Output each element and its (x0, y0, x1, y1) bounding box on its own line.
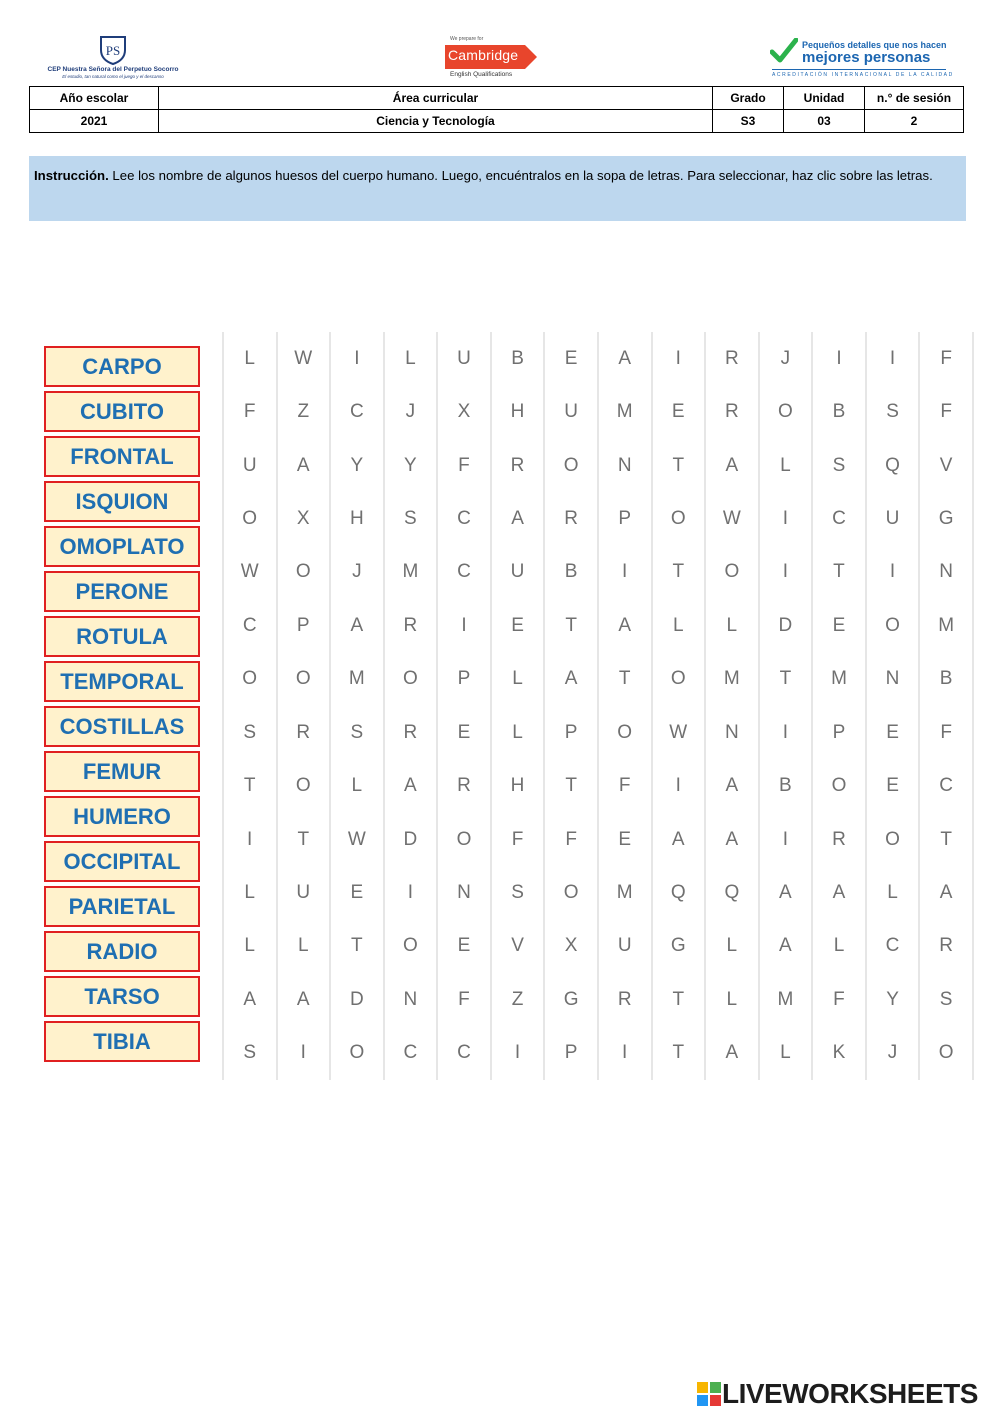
grid-cell[interactable]: G (670, 935, 686, 957)
value-area-curricular: Ciencia y Tecnología (159, 110, 713, 133)
grid-cell[interactable]: N (403, 988, 418, 1010)
grid-cell[interactable]: B (564, 561, 578, 583)
grid-cell[interactable]: F (940, 347, 952, 369)
grid-cell[interactable]: O (617, 721, 633, 743)
grid-cell[interactable]: I (782, 507, 789, 529)
grid-cell[interactable]: W (240, 561, 259, 583)
instruction-text: Lee los nombre de algunos huesos del cuerpo humano. Luego, encuéntralos en la sopa de letras. Para seleccionar, haz clic sobre las letras. (112, 168, 933, 183)
grid-cell[interactable]: I (889, 347, 896, 369)
school-name: CEP Nuestra Señora del Perpetuo Socorro (47, 66, 179, 73)
grid-cell[interactable]: A (832, 881, 846, 903)
grid-cell[interactable]: N (885, 668, 900, 690)
grid-cell[interactable]: O (295, 561, 311, 583)
grid-cell[interactable]: L (726, 614, 738, 636)
word-temporal: TEMPORAL (44, 661, 200, 702)
grid-cell[interactable]: D (778, 614, 793, 636)
grid-cell[interactable]: U (564, 401, 578, 423)
slogan-line1: Pequeños detalles que nos hacen (802, 40, 947, 50)
cambridge-small-text: We prepare for (450, 36, 484, 42)
liveworksheets-brand: LIVEWORKSHEETS (722, 1378, 978, 1409)
grid-cell[interactable]: S (243, 1042, 257, 1064)
info-table (29, 86, 964, 133)
grid-cell[interactable]: T (672, 454, 685, 476)
grid-cell[interactable]: S (939, 988, 953, 1010)
grid-cell[interactable]: L (244, 935, 255, 957)
grid-cell[interactable]: B (511, 347, 524, 369)
grid-cell[interactable]: O (403, 935, 418, 957)
word-tarso: TARSO (44, 976, 200, 1017)
grid-cell[interactable]: L (244, 347, 255, 369)
grid-cell[interactable]: N (457, 881, 471, 903)
grid-cell[interactable]: O (242, 668, 258, 690)
grid-cell[interactable]: R (403, 614, 418, 636)
grid-cell[interactable]: C (939, 775, 953, 797)
grid-cell[interactable]: C (403, 1042, 418, 1064)
grid-cell[interactable]: Q (724, 881, 740, 903)
grid-cell[interactable]: C (457, 1042, 471, 1064)
grid-cell[interactable]: O (670, 668, 686, 690)
grid-cell[interactable]: R (403, 721, 418, 743)
value-ano-escolar: 2021 (30, 110, 159, 133)
grid-cell[interactable]: O (242, 507, 258, 529)
grid-cell[interactable]: A (618, 347, 632, 369)
grid-cell[interactable]: F (833, 988, 845, 1010)
grid-cell[interactable]: H (510, 775, 525, 797)
grid-cell[interactable]: O (724, 561, 740, 583)
grid-cell[interactable]: W (669, 721, 688, 743)
grid-cell[interactable]: A (939, 881, 953, 903)
grid-cell[interactable]: I (247, 828, 253, 850)
word-humero: HUMERO (44, 796, 200, 837)
grid-cell[interactable]: W (347, 828, 366, 850)
grid-cell[interactable]: I (300, 1042, 306, 1064)
grid-cell[interactable]: R (296, 721, 311, 743)
grid-cell[interactable]: Z (511, 988, 524, 1010)
grid-cell[interactable]: Z (297, 401, 310, 423)
grid-cell[interactable]: A (725, 454, 739, 476)
grid-cell[interactable]: T (297, 828, 310, 850)
grid-cell[interactable]: C (457, 507, 471, 529)
word-femur: FEMUR (44, 751, 200, 792)
grid-cell[interactable]: F (565, 828, 577, 850)
grid-cell[interactable]: C (349, 401, 364, 423)
grid-cell[interactable]: R (457, 775, 471, 797)
grid-cell[interactable]: N (617, 454, 632, 476)
grid-cell[interactable]: O (885, 828, 900, 850)
grid-cell[interactable]: L (780, 454, 791, 476)
grid-cell[interactable]: P (564, 1042, 578, 1064)
grid-cell[interactable]: S (832, 454, 846, 476)
grid-cell[interactable]: I (407, 881, 414, 903)
grid-cell[interactable]: X (296, 507, 310, 529)
grid-cell[interactable]: L (672, 614, 684, 636)
grid-cell[interactable]: T (243, 775, 256, 797)
grid-cell[interactable]: O (563, 454, 579, 476)
grid-cell[interactable]: L (726, 935, 738, 957)
grid-cell[interactable]: I (461, 614, 467, 636)
grid-cell[interactable]: U (510, 561, 525, 583)
word-tibia: TIBIA (44, 1021, 200, 1062)
grid-cell[interactable]: A (296, 988, 310, 1010)
grid-cell[interactable]: R (939, 935, 953, 957)
grid-cell[interactable]: B (779, 775, 792, 797)
value-unidad: 03 (784, 110, 865, 133)
grid-cell[interactable]: O (831, 775, 847, 797)
grid-cell[interactable]: I (782, 721, 789, 743)
grid-cell[interactable]: E (886, 775, 899, 797)
value-grado: S3 (713, 110, 784, 133)
grid-cell[interactable]: A (618, 614, 632, 636)
word-search-grid (223, 332, 973, 1080)
liveworksheets-logo (697, 1380, 997, 1408)
grid-cell[interactable]: T (672, 561, 685, 583)
grid-cell[interactable]: U (296, 881, 311, 903)
school-motto: El estudio, tan natural como el juego y el descanso (62, 74, 164, 79)
checkmark-icon (770, 38, 798, 64)
grid-cell[interactable]: A (404, 775, 417, 797)
grid-cell[interactable]: D (403, 828, 418, 850)
grid-cell[interactable]: L (833, 935, 845, 957)
grid-cell[interactable]: L (780, 1042, 791, 1064)
grid-cell[interactable]: E (671, 401, 685, 423)
grid-cell[interactable]: F (458, 454, 470, 476)
grid-cell[interactable]: T (833, 561, 845, 583)
header-grado: Grado (713, 87, 784, 110)
grid-cell[interactable]: A (243, 988, 257, 1010)
grid-cell[interactable]: G (938, 507, 954, 529)
grid-cell[interactable]: Q (670, 881, 686, 903)
slogan-divider (772, 69, 946, 70)
grid-cell[interactable]: O (670, 507, 686, 529)
word-parietal: PARIETAL (44, 886, 200, 927)
grid-cell[interactable]: A (725, 1042, 739, 1064)
header-ano-escolar: Año escolar (30, 87, 159, 110)
word-list (44, 346, 200, 1066)
grid-cell[interactable]: F (940, 721, 952, 743)
grid-cell[interactable]: S (886, 401, 899, 423)
header-area-curricular: Área curricular (159, 87, 713, 110)
slogan-line3: ACREDITACIÓN INTERNACIONAL DE LA CALIDAD (772, 72, 954, 78)
grid-cell[interactable]: C (885, 935, 900, 957)
grid-cell[interactable]: O (295, 668, 311, 690)
grid-cell[interactable]: P (564, 721, 578, 743)
cambridge-name: Cambridge (448, 47, 519, 63)
grid-cell[interactable]: O (349, 1042, 365, 1064)
shield-icon (97, 34, 129, 66)
grid-cell[interactable]: X (564, 935, 578, 957)
value-sesion: 2 (865, 110, 964, 133)
grid-cell[interactable]: O (403, 668, 418, 690)
grid-cell[interactable]: C (832, 507, 846, 529)
grid-cell[interactable]: I (889, 561, 896, 583)
word-radio: RADIO (44, 931, 200, 972)
grid-cell[interactable]: F (511, 828, 524, 850)
grid-cell[interactable]: U (242, 454, 257, 476)
grid-cell[interactable]: F (243, 401, 256, 423)
grid-cell[interactable]: A (296, 454, 310, 476)
grid-cell[interactable]: T (940, 828, 952, 850)
grid-cell[interactable]: N (939, 561, 953, 583)
grid-cell[interactable]: O (938, 1042, 954, 1064)
grid-cell[interactable]: E (457, 721, 471, 743)
cambridge-logo (440, 36, 540, 84)
instruction-label: Instrucción. (34, 168, 109, 183)
grid-cell[interactable]: K (832, 1042, 846, 1064)
grid-cell[interactable]: Q (885, 454, 900, 476)
grid-cell[interactable]: S (511, 881, 524, 903)
header-sesion: n.° de sesión (865, 87, 964, 110)
grid-cell[interactable]: L (726, 988, 738, 1010)
grid-cell[interactable]: T (565, 614, 577, 636)
grid-cell[interactable]: V (511, 935, 524, 957)
grid-cell[interactable]: T (779, 668, 792, 690)
word-omoplato: OMOPLATO (44, 526, 200, 567)
grid-cell[interactable]: F (618, 775, 631, 797)
grid-cell[interactable]: A (350, 614, 364, 636)
grid-cell[interactable]: T (351, 935, 363, 957)
grid-cell[interactable]: B (832, 401, 846, 423)
grid-cell[interactable]: P (832, 721, 846, 743)
slogan-logo (770, 36, 954, 80)
grid-cell[interactable]: I (782, 828, 789, 850)
grid-cell[interactable]: O (295, 775, 311, 797)
word-frontal: FRONTAL (44, 436, 200, 477)
word-isquion: ISQUION (44, 481, 200, 522)
liveworksheets-logo-icon (697, 1382, 721, 1406)
word-rotula: ROTULA (44, 616, 200, 657)
grid-cell[interactable]: C (457, 561, 471, 583)
grid-cell[interactable]: H (349, 507, 364, 529)
grid-cell[interactable]: T (565, 775, 577, 797)
word-costillas: COSTILLAS (44, 706, 200, 747)
grid-cell[interactable]: L (297, 935, 309, 957)
grid-cell[interactable]: P (618, 507, 632, 529)
grid-cell[interactable]: W (722, 507, 741, 529)
grid-cell[interactable]: Y (886, 988, 899, 1010)
grid-cell[interactable]: E (564, 347, 578, 369)
grid-cell[interactable]: G (563, 988, 579, 1010)
grid-cell[interactable]: R (617, 988, 632, 1010)
grid-cell[interactable]: E (350, 881, 364, 903)
grid-cell[interactable]: O (456, 828, 472, 850)
school-logo (38, 34, 188, 82)
word-cubito: CUBITO (44, 391, 200, 432)
grid-cell[interactable]: O (563, 881, 579, 903)
grid-cell[interactable]: A (564, 668, 578, 690)
grid-cell[interactable]: L (512, 721, 523, 743)
grid-cell[interactable]: U (885, 507, 900, 529)
grid-cell[interactable]: R (510, 454, 525, 476)
grid-cell[interactable]: F (940, 401, 952, 423)
grid-cell[interactable]: W (294, 347, 313, 369)
grid-cell[interactable]: F (458, 988, 470, 1010)
grid-cell[interactable]: L (244, 881, 255, 903)
grid-cell[interactable]: M (938, 614, 955, 636)
grid-cell[interactable]: S (350, 721, 364, 743)
grid-cell[interactable]: M (831, 668, 847, 690)
svg-text:PS: PS (105, 43, 121, 58)
grid-cell[interactable]: M (402, 561, 419, 583)
grid-cell[interactable]: B (939, 668, 953, 690)
grid-cell[interactable]: R (724, 347, 739, 369)
grid-cell[interactable]: I (782, 561, 789, 583)
grid-cell[interactable]: A (725, 775, 739, 797)
grid-cell[interactable]: R (832, 828, 846, 850)
grid-cell[interactable]: R (724, 401, 739, 423)
grid-cell[interactable]: O (885, 614, 900, 636)
grid-cell[interactable]: E (457, 935, 471, 957)
word-carpo: CARPO (44, 346, 200, 387)
header-unidad: Unidad (784, 87, 865, 110)
grid-cell[interactable]: D (349, 988, 364, 1010)
grid-cell[interactable]: R (564, 507, 578, 529)
grid-cell[interactable]: L (512, 668, 523, 690)
grid-cell[interactable]: M (616, 401, 633, 423)
grid-cell[interactable]: Y (350, 454, 364, 476)
grid-cell[interactable]: E (832, 614, 846, 636)
grid-cell[interactable]: L (887, 881, 898, 903)
grid-cell[interactable]: I (675, 775, 681, 797)
grid-cell[interactable]: T (618, 668, 631, 690)
word-perone: PERONE (44, 571, 200, 612)
instruction-box (29, 156, 966, 221)
grid-cell[interactable]: I (622, 1042, 628, 1064)
grid-cell[interactable]: P (457, 668, 471, 690)
grid-cell[interactable]: L (405, 347, 416, 369)
grid-cell[interactable]: S (404, 507, 417, 529)
grid-cell[interactable]: A (725, 828, 739, 850)
grid-cell[interactable]: A (511, 507, 524, 529)
grid-cell[interactable]: I (836, 347, 842, 369)
grid-cell[interactable]: U (617, 935, 632, 957)
grid-cell[interactable]: J (352, 561, 362, 583)
grid-cell[interactable]: I (675, 347, 681, 369)
grid-cell[interactable]: P (296, 614, 310, 636)
cambridge-subtitle: English Qualifications (450, 71, 513, 78)
slogan-line2: mejores personas (802, 49, 931, 66)
grid-cell[interactable]: E (511, 614, 524, 636)
grid-cell[interactable]: M (777, 988, 794, 1010)
info-table-header-row (30, 87, 964, 110)
grid-cell[interactable]: S (243, 721, 257, 743)
grid-cell[interactable]: M (348, 668, 365, 690)
grid-cell[interactable]: C (242, 614, 257, 636)
grid-cell[interactable]: J (887, 1042, 898, 1064)
grid-cell[interactable]: I (622, 561, 628, 583)
grid-cell[interactable]: A (779, 881, 792, 903)
grid-cell[interactable]: L (351, 775, 363, 797)
grid-cell[interactable]: U (457, 347, 471, 369)
info-table-value-row (30, 110, 964, 133)
grid-cell[interactable]: E (886, 721, 899, 743)
grid-cell[interactable]: J (405, 401, 416, 423)
grid-cell[interactable]: M (616, 881, 633, 903)
grid-cell[interactable]: H (510, 401, 525, 423)
grid-cell[interactable]: T (672, 1042, 685, 1064)
grid-cell[interactable]: E (618, 828, 632, 850)
grid-cell[interactable]: A (671, 828, 685, 850)
grid-cell[interactable]: M (723, 668, 740, 690)
grid-cell[interactable]: A (779, 935, 792, 957)
grid-cell[interactable]: I (514, 1042, 521, 1064)
grid-cell[interactable]: N (724, 721, 739, 743)
grid-cell[interactable]: O (778, 401, 793, 423)
grid-cell[interactable]: V (939, 454, 953, 476)
grid-cell[interactable]: Y (404, 454, 417, 476)
grid-cell[interactable]: J (780, 347, 791, 369)
grid-cell[interactable]: I (354, 347, 360, 369)
word-occipital: OCCIPITAL (44, 841, 200, 882)
grid-cell[interactable]: T (672, 988, 685, 1010)
grid-cell[interactable]: X (457, 401, 471, 423)
